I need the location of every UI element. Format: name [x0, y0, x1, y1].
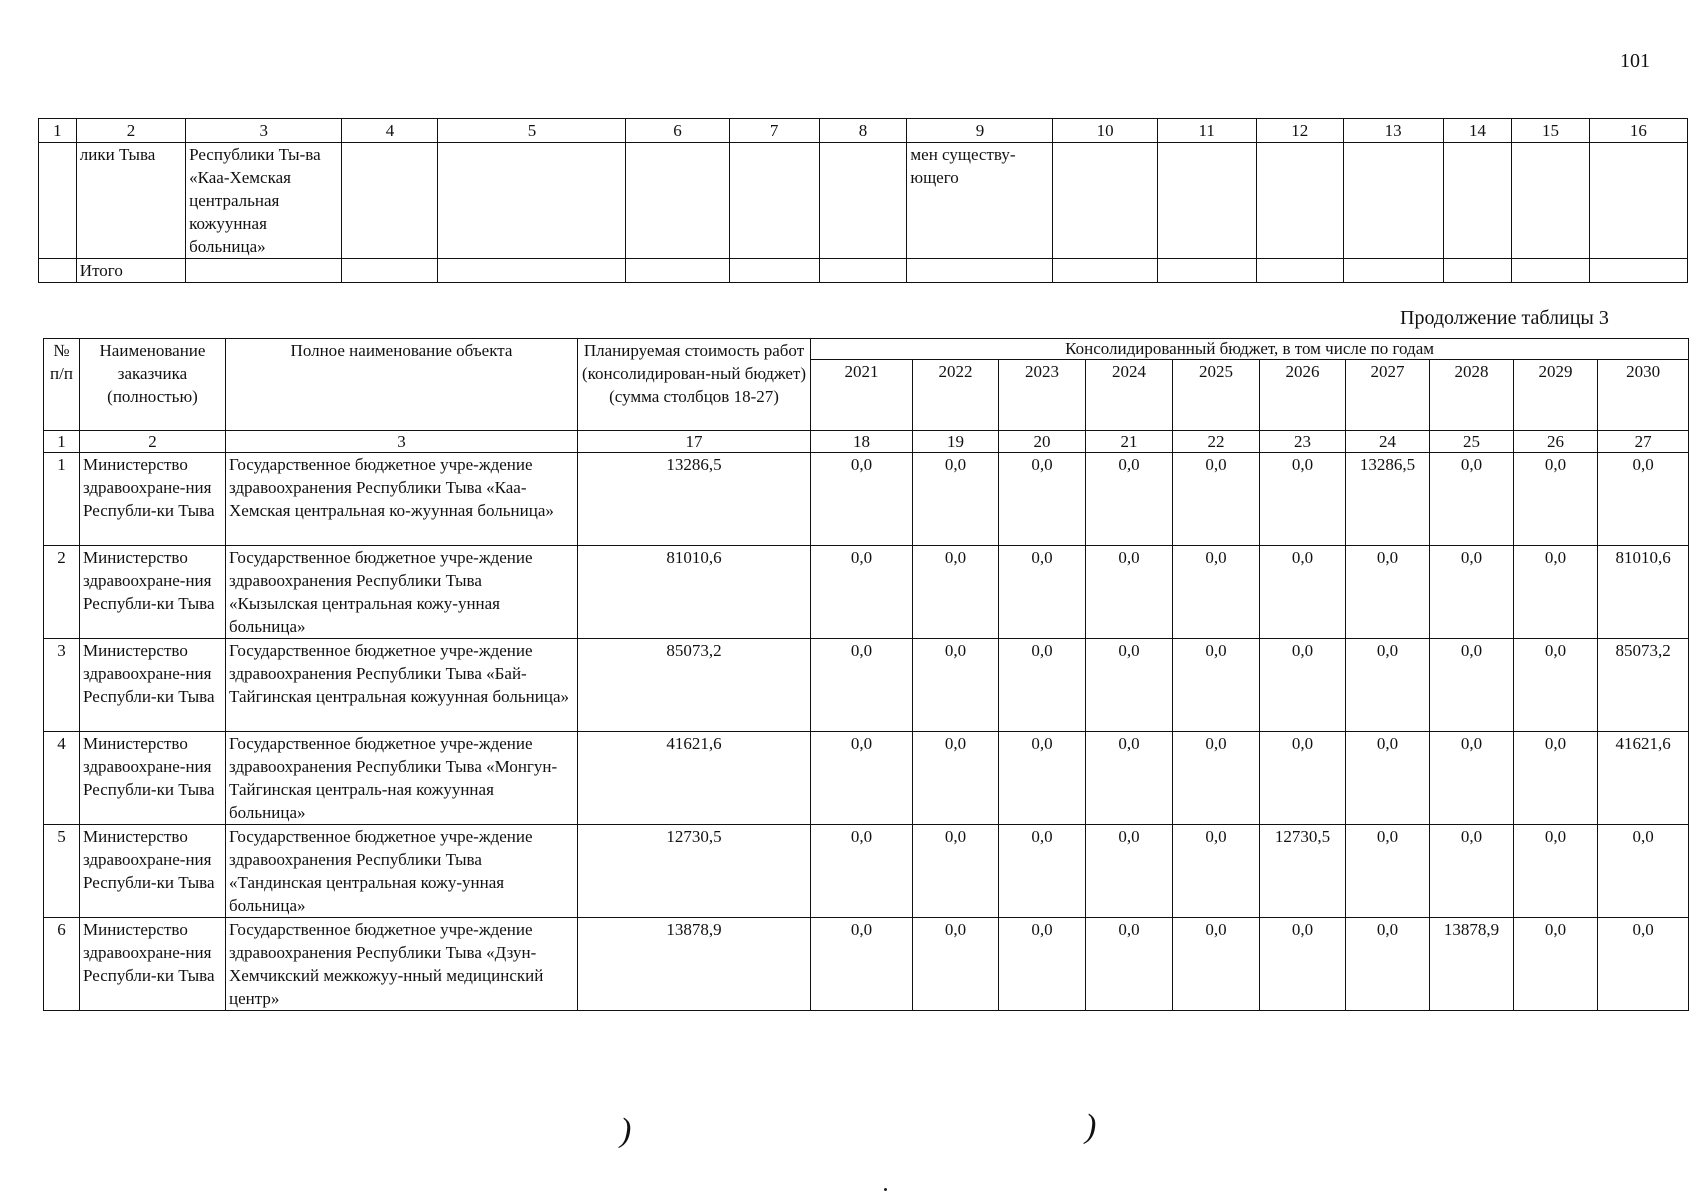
header-year: 2023	[999, 360, 1086, 431]
top-header-col-number: 1	[39, 119, 77, 143]
column-number: 21	[1086, 431, 1173, 453]
row-year-value: 0,0	[999, 453, 1086, 546]
top-cell-1	[39, 143, 77, 259]
row-year-value: 0,0	[1260, 453, 1346, 546]
top-header-col-number: 7	[729, 119, 819, 143]
row-cost: 12730,5	[578, 825, 811, 918]
row-year-value: 0,0	[1173, 825, 1260, 918]
row-year-value: 0,0	[913, 546, 999, 639]
row-year-value: 0,0	[1514, 732, 1598, 825]
budget-table	[43, 338, 1689, 1011]
row-year-value: 0,0	[1173, 453, 1260, 546]
row-year-value: 0,0	[811, 546, 913, 639]
row-year-value: 0,0	[1346, 825, 1430, 918]
scan-dot	[884, 1188, 887, 1191]
row-year-value: 0,0	[1173, 732, 1260, 825]
row-year-value: 81010,6	[1598, 546, 1689, 639]
table-row	[44, 732, 1689, 825]
row-year-value: 0,0	[1430, 453, 1514, 546]
top-header-col-number: 8	[819, 119, 907, 143]
top-table-fragment	[38, 118, 1688, 283]
table-row	[44, 825, 1689, 918]
row-number: 1	[44, 453, 80, 546]
row-year-value: 0,0	[1430, 825, 1514, 918]
top-header-col-number: 3	[186, 119, 342, 143]
row-year-value: 0,0	[1514, 825, 1598, 918]
header-year: 2029	[1514, 360, 1598, 431]
table-row	[44, 453, 1689, 546]
row-year-value: 0,0	[1346, 546, 1430, 639]
header-object: Полное наименование объекта	[226, 339, 578, 431]
top-header-col-number: 13	[1343, 119, 1443, 143]
row-year-value: 0,0	[811, 639, 913, 732]
header-year: 2025	[1173, 360, 1260, 431]
row-year-value: 41621,6	[1598, 732, 1689, 825]
column-number: 24	[1346, 431, 1430, 453]
top-header-col-number: 15	[1512, 119, 1590, 143]
table-row	[44, 918, 1689, 1011]
row-year-value: 0,0	[1086, 639, 1173, 732]
row-customer: Министерство здравоохране-ния Республи-ки Тыва	[80, 639, 226, 732]
header-year: 2021	[811, 360, 913, 431]
row-cost: 41621,6	[578, 732, 811, 825]
row-year-value: 0,0	[1086, 732, 1173, 825]
header-year: 2028	[1430, 360, 1514, 431]
row-year-value: 0,0	[913, 453, 999, 546]
row-year-value: 0,0	[811, 732, 913, 825]
row-number: 4	[44, 732, 80, 825]
row-cost: 13878,9	[578, 918, 811, 1011]
row-customer: Министерство здравоохране-ния Республи-ки Тыва	[80, 732, 226, 825]
table-continuation-label: Продолжение таблицы 3	[1400, 307, 1609, 329]
top-header-col-number: 10	[1053, 119, 1157, 143]
column-number: 1	[44, 431, 80, 453]
row-year-value: 0,0	[1430, 639, 1514, 732]
row-year-value: 0,0	[1598, 453, 1689, 546]
top-header-col-number: 9	[907, 119, 1053, 143]
row-year-value: 0,0	[999, 918, 1086, 1011]
page-number: 101	[1620, 50, 1650, 72]
row-cost: 85073,2	[578, 639, 811, 732]
row-year-value: 0,0	[1514, 546, 1598, 639]
header-year: 2030	[1598, 360, 1689, 431]
row-year-value: 0,0	[1173, 639, 1260, 732]
row-year-value: 0,0	[913, 732, 999, 825]
column-number: 20	[999, 431, 1086, 453]
header-budget-group: Консолидированный бюджет, в том числе по годам	[811, 339, 1689, 360]
header-year: 2026	[1260, 360, 1346, 431]
table-row	[44, 639, 1689, 732]
top-header-col-number: 4	[342, 119, 438, 143]
row-year-value: 0,0	[1260, 732, 1346, 825]
row-year-value: 0,0	[1173, 918, 1260, 1011]
row-customer: Министерство здравоохране-ния Республи-ки Тыва	[80, 546, 226, 639]
row-year-value: 0,0	[1514, 453, 1598, 546]
top-header-col-number: 11	[1157, 119, 1256, 143]
column-number: 19	[913, 431, 999, 453]
row-year-value: 0,0	[1086, 453, 1173, 546]
row-year-value: 0,0	[1173, 546, 1260, 639]
top-header-col-number: 16	[1589, 119, 1687, 143]
row-object: Государственное бюджетное учре-ждение здравоохранения Республики Тыва «Каа-Хемская центральная ко-жуунная больница»	[226, 453, 578, 546]
row-year-value: 0,0	[1430, 546, 1514, 639]
row-year-value: 0,0	[1430, 732, 1514, 825]
header-year: 2024	[1086, 360, 1173, 431]
margin-mark-right: )	[1085, 1108, 1097, 1145]
top-header-col-number: 5	[438, 119, 626, 143]
row-number: 5	[44, 825, 80, 918]
row-year-value: 12730,5	[1260, 825, 1346, 918]
row-year-value: 0,0	[811, 453, 913, 546]
row-year-value: 0,0	[811, 918, 913, 1011]
row-year-value: 0,0	[1346, 732, 1430, 825]
row-year-value: 0,0	[1598, 825, 1689, 918]
row-year-value: 0,0	[913, 639, 999, 732]
row-object: Государственное бюджетное учре-ждение здравоохранения Республики Тыва «Бай-Тайгинская центральная кожуунная больница»	[226, 639, 578, 732]
column-number: 17	[578, 431, 811, 453]
row-customer: Министерство здравоохране-ния Республи-ки Тыва	[80, 453, 226, 546]
top-header-col-number: 14	[1443, 119, 1511, 143]
row-year-value: 0,0	[1260, 639, 1346, 732]
top-cell-col9: мен существу-ющего	[907, 143, 1053, 259]
row-number: 2	[44, 546, 80, 639]
row-number: 6	[44, 918, 80, 1011]
row-year-value: 0,0	[999, 546, 1086, 639]
row-object: Государственное бюджетное учре-ждение здравоохранения Республики Тыва «Дзун-Хемчикский межкожуу-нный медицинский центр»	[226, 918, 578, 1011]
row-year-value: 0,0	[1346, 639, 1430, 732]
top-header-col-number: 2	[76, 119, 185, 143]
row-year-value: 0,0	[1260, 546, 1346, 639]
column-number: 25	[1430, 431, 1514, 453]
row-number: 3	[44, 639, 80, 732]
row-year-value: 13286,5	[1346, 453, 1430, 546]
column-number: 2	[80, 431, 226, 453]
margin-mark-left: )	[620, 1112, 632, 1149]
row-year-value: 0,0	[999, 825, 1086, 918]
top-header-col-number: 6	[626, 119, 729, 143]
header-cost: Планируемая стоимость работ (консолидирован-ный бюджет) (сумма столбцов 18-27)	[578, 339, 811, 431]
column-number: 27	[1598, 431, 1689, 453]
top-table-row	[39, 143, 1688, 259]
row-object: Государственное бюджетное учре-ждение здравоохранения Республики Тыва «Тандинская центральная кожу-унная больница»	[226, 825, 578, 918]
row-customer: Министерство здравоохране-ния Республи-ки Тыва	[80, 825, 226, 918]
row-year-value: 0,0	[1514, 639, 1598, 732]
row-object: Государственное бюджетное учре-ждение здравоохранения Республики Тыва «Монгун-Тайгинская централь-ная кожуунная больница»	[226, 732, 578, 825]
header-num: № п/п	[44, 339, 80, 431]
row-year-value: 0,0	[1598, 918, 1689, 1011]
header-year: 2027	[1346, 360, 1430, 431]
row-year-value: 0,0	[1086, 825, 1173, 918]
header-year: 2022	[913, 360, 999, 431]
top-table-total-row	[39, 259, 1688, 283]
top-table-header-row	[39, 119, 1688, 143]
row-year-value: 0,0	[913, 918, 999, 1011]
row-year-value: 0,0	[999, 732, 1086, 825]
row-customer: Министерство здравоохране-ния Республи-ки Тыва	[80, 918, 226, 1011]
top-cell-object: Республики Ты-ва «Каа-Хемская центральная кожуунная больница»	[186, 143, 342, 259]
column-number-row	[44, 431, 1689, 453]
column-number: 23	[1260, 431, 1346, 453]
header-customer: Наименование заказчика (полностью)	[80, 339, 226, 431]
row-cost: 13286,5	[578, 453, 811, 546]
table-row	[44, 546, 1689, 639]
column-number: 26	[1514, 431, 1598, 453]
row-year-value: 0,0	[1086, 918, 1173, 1011]
row-year-value: 0,0	[1260, 918, 1346, 1011]
row-year-value: 0,0	[999, 639, 1086, 732]
row-cost: 81010,6	[578, 546, 811, 639]
row-object: Государственное бюджетное учре-ждение здравоохранения Республики Тыва «Кызылская центральная кожу-унная больница»	[226, 546, 578, 639]
table-header-row	[44, 339, 1689, 360]
total-label: Итого	[76, 259, 185, 283]
top-header-col-number: 12	[1256, 119, 1343, 143]
column-number: 18	[811, 431, 913, 453]
row-year-value: 0,0	[811, 825, 913, 918]
row-year-value: 0,0	[1346, 918, 1430, 1011]
row-year-value: 85073,2	[1598, 639, 1689, 732]
column-number: 3	[226, 431, 578, 453]
row-year-value: 0,0	[1514, 918, 1598, 1011]
row-year-value: 0,0	[1086, 546, 1173, 639]
row-year-value: 13878,9	[1430, 918, 1514, 1011]
top-cell-customer: лики Тыва	[76, 143, 185, 259]
row-year-value: 0,0	[913, 825, 999, 918]
column-number: 22	[1173, 431, 1260, 453]
